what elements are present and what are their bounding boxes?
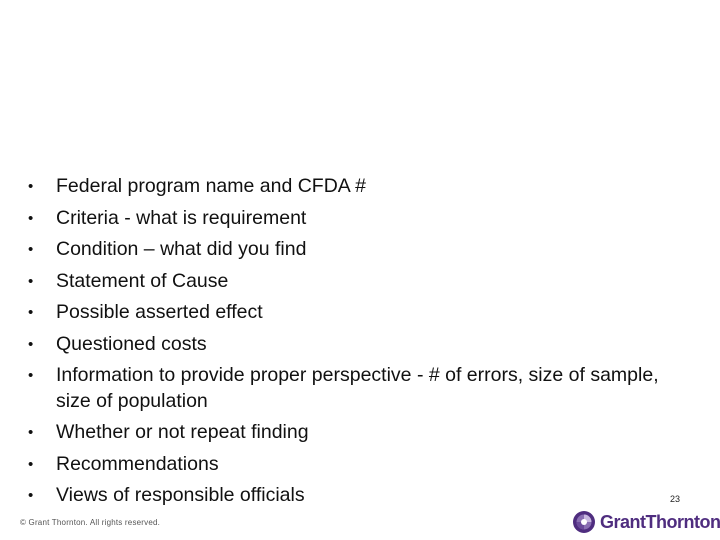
bullet-text: Possible asserted effect bbox=[56, 301, 263, 323]
logo-text: GrantThornton bbox=[600, 511, 720, 532]
bullet-text: Federal program name and CFDA # bbox=[56, 175, 366, 197]
bullet-item bbox=[28, 206, 668, 232]
bullet-item bbox=[28, 452, 668, 478]
bullet-icon: • bbox=[28, 241, 34, 258]
grant-thornton-logo-icon bbox=[572, 510, 596, 534]
bullet-item bbox=[28, 237, 668, 263]
bullet-text: Views of responsible officials bbox=[56, 484, 305, 506]
bullet-item bbox=[28, 269, 668, 295]
bullet-text: Condition – what did you find bbox=[56, 238, 307, 260]
bullet-icon: • bbox=[28, 335, 34, 353]
bullet-icon: • bbox=[28, 455, 34, 473]
bullet-text: Statement of Cause bbox=[56, 269, 229, 292]
bullet-icon: • bbox=[28, 209, 34, 227]
bullet-icon: • bbox=[28, 304, 34, 321]
bullet-text: Questioned costs bbox=[56, 332, 207, 355]
bullet-item bbox=[28, 420, 668, 446]
page-number: 23 bbox=[669, 494, 680, 504]
bullet-icon: • bbox=[28, 272, 34, 290]
bullet-item bbox=[28, 300, 668, 326]
bullet-text: Criteria - what is requirement bbox=[56, 206, 307, 229]
bullet-item bbox=[28, 174, 668, 200]
bullet-text: Whether or not repeat finding bbox=[56, 421, 309, 443]
bullet-list bbox=[28, 174, 668, 515]
bullet-text: Recommendations bbox=[56, 452, 219, 475]
bullet-icon: • bbox=[28, 487, 34, 504]
bullet-icon: • bbox=[28, 367, 34, 384]
bullet-item bbox=[28, 332, 668, 358]
bullet-text: Information to provide proper perspective - # of errors, size of sample, size of population bbox=[56, 364, 659, 412]
bullet-icon: • bbox=[28, 178, 34, 195]
bullet-item bbox=[28, 483, 668, 509]
grant-thornton-logo bbox=[572, 510, 720, 534]
bullet-icon: • bbox=[28, 424, 34, 441]
copyright-notice: © Grant Thornton. All rights reserved. bbox=[20, 518, 161, 527]
bullet-item bbox=[28, 363, 668, 414]
